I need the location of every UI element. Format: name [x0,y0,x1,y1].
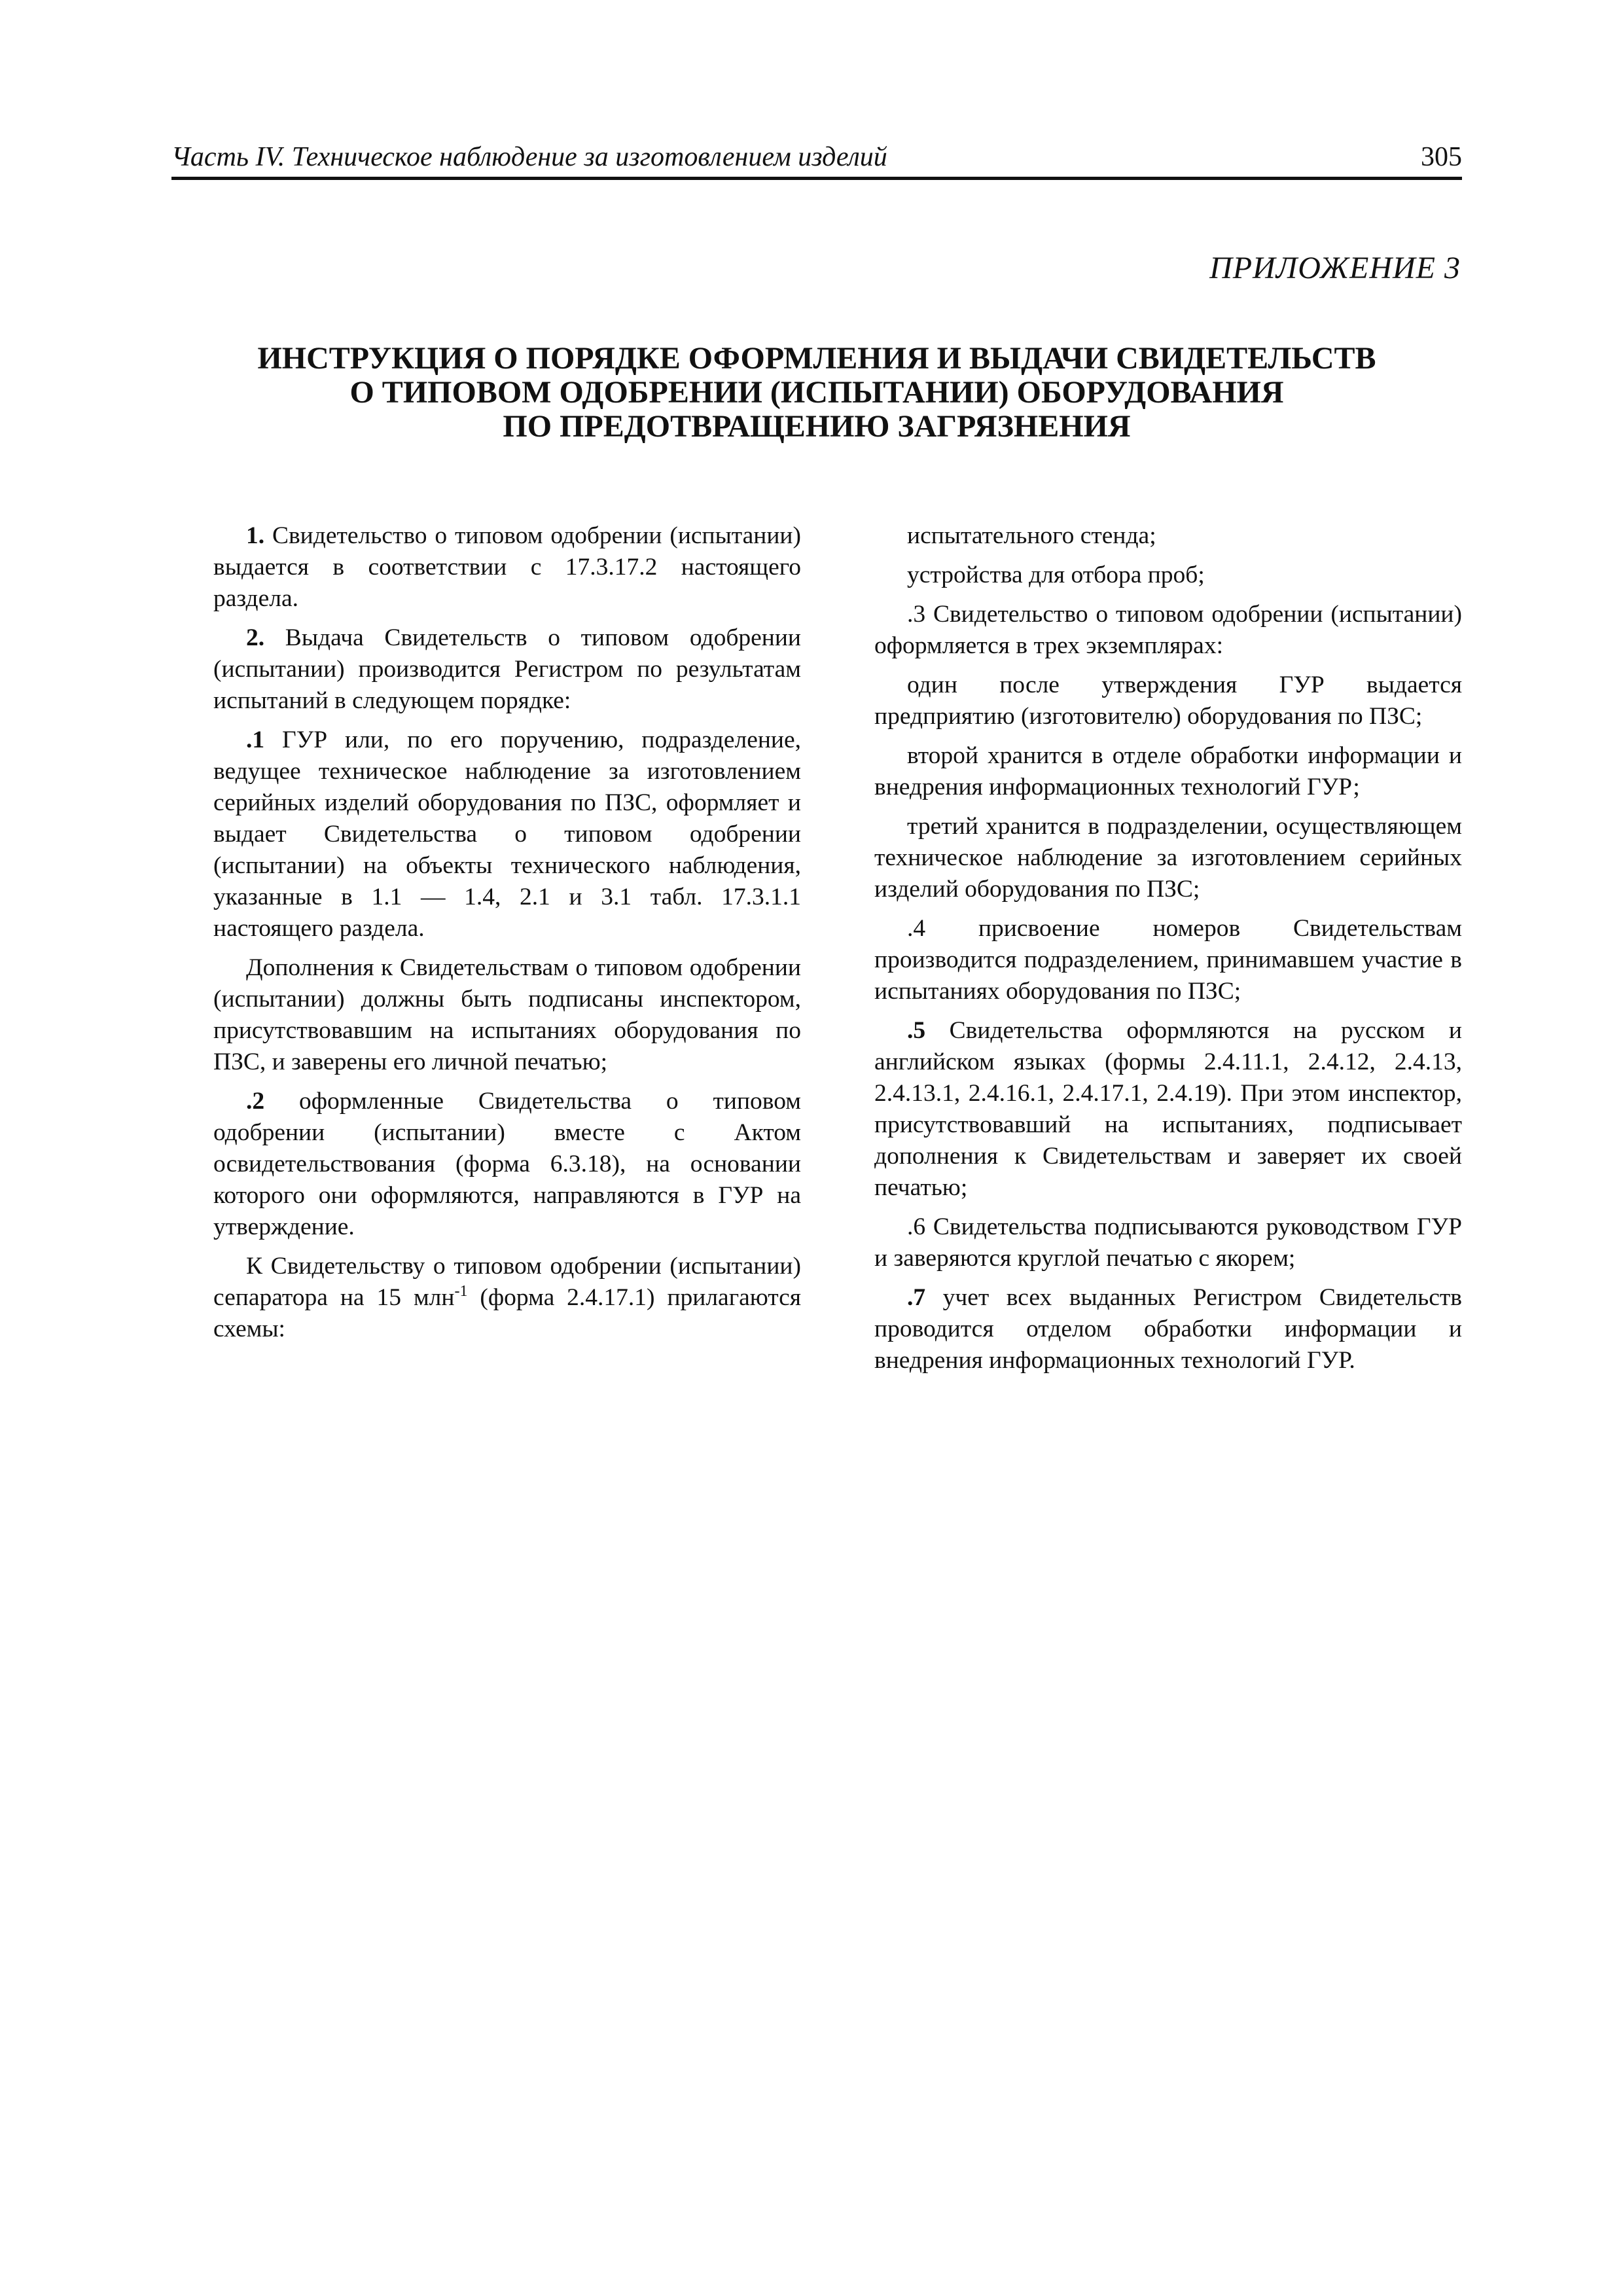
paragraph [874,913,1462,1007]
paragraph-text: один после утверждения ГУР выдается предприятию (изготовителю) оборудования по ПЗС; [874,672,1462,730]
paragraph-number: .1 [246,726,265,753]
paragraph [213,622,801,717]
paragraph [874,520,1462,552]
paragraph-text: испытательного стенда; [907,522,1156,549]
document-title [171,342,1462,444]
paragraph-text: устройства для отбора проб; [907,562,1205,588]
left-column [213,520,801,1353]
paragraph-number: 2. [246,624,265,651]
paragraph-number: .5 [907,1017,926,1044]
paragraph-text: .4 присвоение номеров Свидетельствам производится подразделением, принимавшем участие в испытаниях оборудования по ПЗС; [874,915,1462,1005]
paragraph-text: Дополнения к Свидетельствам о типовом одобрении (испытании) должны быть подписаны инспектором, присутствовавшим на испытаниях оборудования по ПЗС, и заверены его личной печатью; [213,954,801,1075]
paragraph-text: (форма 2.4.17.1) прилагаются схемы: [213,1284,801,1342]
paragraph [213,1251,801,1345]
paragraph [874,599,1462,662]
page-number: 305 [1421,142,1462,172]
appendix-label: ПРИЛОЖЕНИЕ 3 [1209,251,1461,285]
paragraph-number: .2 [246,1088,265,1115]
paragraph-text: .3 Свидетельство о типовом одобрении (испытании) оформляется в трех экземплярах: [874,601,1462,659]
title-line: О ТИПОВОМ ОДОБРЕНИИ (ИСПЫТАНИИ) ОБОРУДОВАНИЯ [349,375,1284,410]
paragraph-text: Свидетельства оформляются на русском и английском языках (формы 2.4.11.1, 2.4.12, 2.4.13, 2.4.13.1, 2.4.16.1, 2.4.17.1, 2.4.19). При этом инспектор, присутствовавший на испытаниях, подписывает дополнения к Свидетельствам и заверяет их своей печатью; [874,1017,1462,1201]
paragraph [213,1086,801,1243]
header-rule [171,177,1462,180]
paragraph-text: .6 Свидетельства подписываются руководством ГУР и заверяются круглой печатью с якорем; [874,1213,1462,1272]
superscript: -1 [454,1283,468,1300]
paragraph [874,811,1462,905]
title-line: ПО ПРЕДОТВРАЩЕНИЮ ЗАГРЯЗНЕНИЯ [503,409,1131,444]
paragraph [874,1015,1462,1204]
paragraph-text: К Свидетельству о типовом одобрении (испытании) сепаратора на 15 млн [213,1253,801,1311]
paragraph [874,1282,1462,1376]
right-column [874,520,1462,1384]
paragraph [213,520,801,615]
paragraph-number: 1. [246,522,265,549]
paragraph [213,952,801,1078]
paragraph-text: оформленные Свидетельства о типовом одобрении (испытании) вместе с Актом освидетельствования (форма 6.3.18), на основании которого они оформляются, направляются в ГУР на утверждение. [213,1088,801,1240]
paragraph-text: учет всех выданных Регистром Свидетельств проводится отделом обработки информации и внедрения информационных технологий ГУР. [874,1284,1462,1374]
paragraph [874,740,1462,803]
paragraph [874,670,1462,732]
paragraph-text: Свидетельство о типовом одобрении (испытании) выдается в соответствии с 17.3.17.2 настоящего раздела. [213,522,801,612]
page-header [171,144,1462,177]
paragraph-text: Выдача Свидетельств о типовом одобрении (испытании) производится Регистром по результатам испытаний в следующем порядке: [213,624,801,714]
paragraph-text: третий хранится в подразделении, осуществляющем техническое наблюдение за изготовлением серийных изделий оборудования по ПЗС; [874,813,1462,903]
paragraph [874,560,1462,591]
paragraph [874,1211,1462,1274]
paragraph [213,725,801,944]
running-header-title: Часть IV. Техническое наблюдение за изготовлением изделий [171,142,887,172]
paragraph-text: второй хранится в отделе обработки информации и внедрения информационных технологий ГУР; [874,742,1462,800]
title-line: ИНСТРУКЦИЯ О ПОРЯДКЕ ОФОРМЛЕНИЯ И ВЫДАЧИ СВИДЕТЕЛЬСТВ [257,341,1376,376]
paragraph-text: ГУР или, по его поручению, подразделение, ведущее техническое наблюдение за изготовлением серийных изделий оборудования по ПЗС, оформляет и выдает Свидетельства о типовом одобрении (испытании) на объекты технического наблюдения, указанные в 1.1 — 1.4, 2.1 и 3.1 табл. 17.3.1.1 настоящего раздела. [213,726,801,942]
paragraph-number: .7 [907,1284,926,1311]
